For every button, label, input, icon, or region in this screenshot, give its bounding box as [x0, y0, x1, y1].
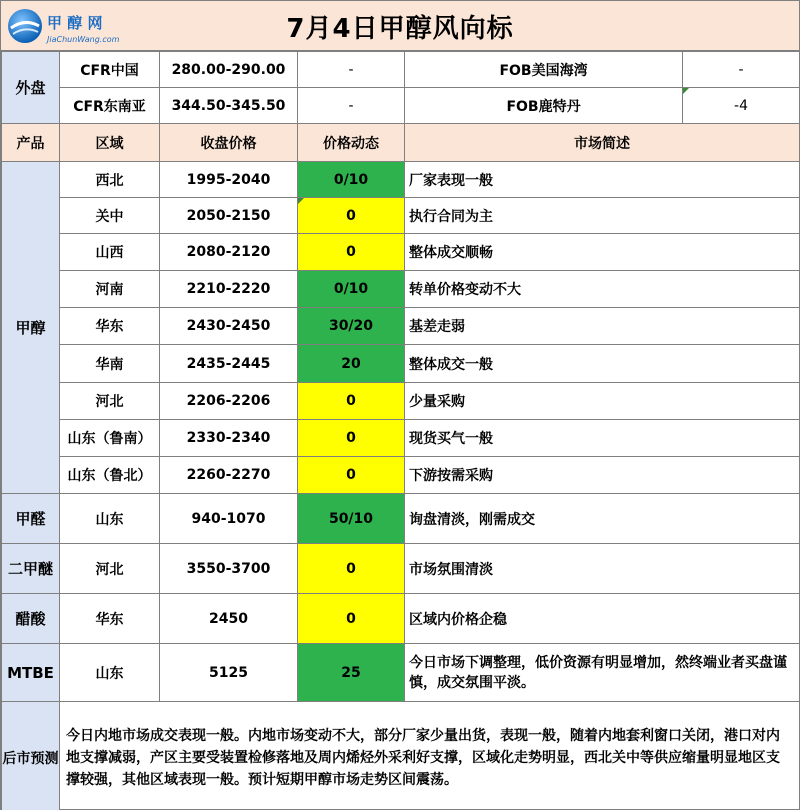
external-name: CFR东南亚 [60, 88, 160, 124]
report-header [1, 1, 799, 51]
header-close-price: 收盘价格 [160, 124, 298, 162]
market-summary-cell: 现货买气一般 [405, 420, 800, 457]
region-cell: 山东 [60, 494, 160, 544]
market-summary-cell: 基差走弱 [405, 308, 800, 345]
forecast-row [2, 702, 800, 810]
header-market-summary: 市场简述 [405, 124, 800, 162]
region-cell: 西北 [60, 162, 160, 198]
external-price: 280.00-290.00 [160, 52, 298, 88]
external-price: 344.50-345.50 [160, 88, 298, 124]
close-price-cell: 1995-2040 [160, 162, 298, 198]
price-trend-cell: 25 [298, 644, 405, 702]
methanol-row [2, 271, 800, 308]
close-price-cell: 2430-2450 [160, 308, 298, 345]
methanol-section [2, 162, 800, 494]
market-summary-cell: 询盘清淡，刚需成交 [405, 494, 800, 544]
methanol-row [2, 234, 800, 271]
price-trend-cell: 0 [298, 234, 405, 271]
market-summary-cell: 今日市场下调整理，低价资源有明显增加，然终端业者买盘谨慎，成交氛围平淡。 [405, 644, 800, 702]
product-label: 二甲醚 [2, 544, 60, 594]
close-price-cell: 3550-3700 [160, 544, 298, 594]
other-products-section [2, 494, 800, 702]
methanol-row [2, 308, 800, 345]
methanol-row [2, 345, 800, 383]
close-price-cell: 940-1070 [160, 494, 298, 544]
methanol-row [2, 198, 800, 234]
logo-url: JiaChunWang.com [47, 35, 120, 44]
price-trend-cell: 0 [298, 594, 405, 644]
methanol-row [2, 383, 800, 420]
region-cell: 河北 [60, 383, 160, 420]
market-summary-cell: 转单价格变动不大 [405, 271, 800, 308]
region-cell: 华东 [60, 594, 160, 644]
market-summary-cell: 整体成交顺畅 [405, 234, 800, 271]
product-label: MTBE [2, 644, 60, 702]
price-trend-cell: 30/20 [298, 308, 405, 345]
product-row [2, 644, 800, 702]
market-summary-cell: 市场氛围清淡 [405, 544, 800, 594]
market-summary-cell: 整体成交一般 [405, 345, 800, 383]
product-row [2, 494, 800, 544]
product-label: 醋酸 [2, 594, 60, 644]
product-row [2, 594, 800, 644]
header-product: 产品 [2, 124, 60, 162]
external-name: FOB鹿特丹 [405, 88, 683, 124]
header-region: 区域 [60, 124, 160, 162]
close-price-cell: 2206-2206 [160, 383, 298, 420]
market-summary-cell: 执行合同为主 [405, 198, 800, 234]
close-price-cell: 2210-2220 [160, 271, 298, 308]
external-name: CFR中国 [60, 52, 160, 88]
price-trend-cell: 0 [298, 383, 405, 420]
region-cell: 华东 [60, 308, 160, 345]
close-price-cell: 2080-2120 [160, 234, 298, 271]
region-cell: 河北 [60, 544, 160, 594]
region-cell: 华南 [60, 345, 160, 383]
external-change: -4 [683, 88, 800, 124]
close-price-cell: 2050-2150 [160, 198, 298, 234]
external-row [2, 52, 800, 88]
close-price-cell: 2450 [160, 594, 298, 644]
market-summary-cell: 厂家表现一般 [405, 162, 800, 198]
market-summary-cell: 下游按需采购 [405, 457, 800, 494]
price-trend-cell: 50/10 [298, 494, 405, 544]
external-change: - [298, 52, 405, 88]
header-price-trend: 价格动态 [298, 124, 405, 162]
page-title: 7月4日甲醇风向标 [286, 14, 514, 44]
external-row [2, 88, 800, 124]
methanol-row [2, 162, 800, 198]
price-table [1, 51, 800, 810]
forecast-text: 今日内地市场成交表现一般。内地市场变动不大，部分厂家少量出货，表现一般，随着内地套利窗口关闭，港口对内地支撑减弱，产区主要受装置检修落地及周内烯烃外采利好支撑，区域化走势明显，西北关中等供应缩量明显地区支撑较强，其他区域表现一般。预计短期甲醇市场走势区间震荡。 [60, 702, 800, 810]
close-price-cell: 2330-2340 [160, 420, 298, 457]
close-price-cell: 2435-2445 [160, 345, 298, 383]
price-trend-cell: 0 [298, 420, 405, 457]
forecast-label: 后市预测 [2, 702, 60, 810]
price-trend-cell: 20 [298, 345, 405, 383]
region-cell: 山西 [60, 234, 160, 271]
price-trend-cell: 0 [298, 544, 405, 594]
price-trend-cell: 0/10 [298, 162, 405, 198]
region-cell: 河南 [60, 271, 160, 308]
external-name: FOB美国海湾 [405, 52, 683, 88]
price-trend-cell: 0 [298, 457, 405, 494]
market-summary-cell: 少量采购 [405, 383, 800, 420]
logo-text: 甲 醇 网 [47, 14, 103, 32]
external-change: - [298, 88, 405, 124]
product-label: 甲醛 [2, 494, 60, 544]
region-cell: 山东（鲁南） [60, 420, 160, 457]
close-price-cell: 2260-2270 [160, 457, 298, 494]
region-cell: 山东 [60, 644, 160, 702]
market-summary-cell: 区域内价格企稳 [405, 594, 800, 644]
product-row [2, 544, 800, 594]
region-cell: 关中 [60, 198, 160, 234]
price-trend-cell: 0/10 [298, 271, 405, 308]
price-trend-cell: 0 [298, 198, 405, 234]
product-label-methanol: 甲醇 [2, 162, 60, 494]
external-label: 外盘 [2, 52, 60, 124]
close-price-cell: 5125 [160, 644, 298, 702]
external-change: - [683, 52, 800, 88]
methanol-row [2, 420, 800, 457]
column-headers [2, 124, 800, 162]
methanol-row [2, 457, 800, 494]
region-cell: 山东（鲁北） [60, 457, 160, 494]
